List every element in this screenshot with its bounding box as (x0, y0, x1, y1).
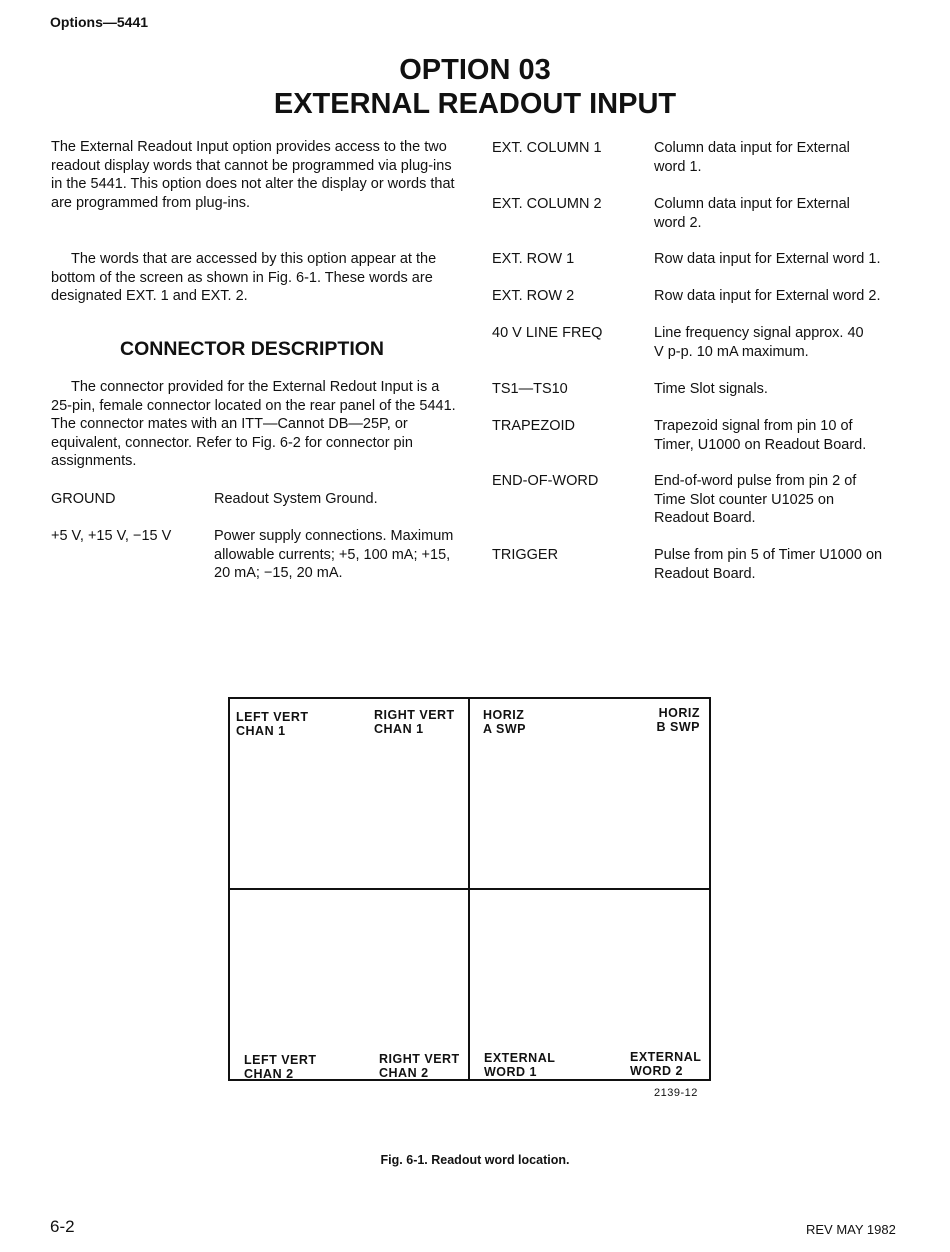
figure-id: 2139-12 (654, 1087, 698, 1099)
pin-desc-trigger: Pulse from pin 5 of Timer U1000 on Readout Board. (654, 547, 883, 582)
word-line: CHAN 1 (374, 722, 424, 736)
word-line: CHAN 2 (244, 1067, 294, 1081)
pin-label-ext-row-2: EXT. ROW 2 (492, 288, 575, 304)
screen-horizontal-divider (228, 888, 711, 890)
words-paragraph (51, 250, 461, 306)
word-line: CHAN 1 (236, 724, 286, 738)
page-title-line1: OPTION 03 (399, 54, 551, 86)
word-line: HORIZ (483, 708, 525, 722)
pin-desc-power: Power supply connections. Maximum allowable currents; +5, 100 mA; +15, 20 mA; −15, 20 mA. (214, 528, 454, 582)
pin-label-trapezoid: TRAPEZOID (492, 418, 575, 434)
running-head: Options—5441 (50, 14, 149, 30)
pin-desc-trapezoid: Trapezoid signal from pin 10 of Timer, U1000 on Readout Board. (654, 418, 867, 453)
pin-desc-time-slots: Time Slot signals. (654, 381, 768, 397)
word-line: RIGHT VERT (379, 1052, 460, 1066)
word-left-vert-chan-1 (236, 710, 309, 738)
pin-desc-ext-column-2: Column data input for External word 2. (654, 196, 850, 231)
pin-desc-ext-row-2: Row data input for External word 2. (654, 288, 881, 304)
pin-label-trigger: TRIGGER (492, 547, 559, 563)
word-line: B SWP (656, 720, 700, 734)
word-line: WORD 2 (630, 1064, 683, 1078)
word-right-vert-chan-2 (379, 1052, 460, 1080)
pin-label-line-freq: 40 V LINE FREQ (492, 325, 603, 341)
intro-paragraph: The External Readout Input option provides access to the two readout display words that cannot be programmed via plug-ins in the 5441. This option does not alter the display or words that are programmed from plug-ins. (51, 139, 455, 211)
pin-label-time-slots: TS1—TS10 (492, 381, 568, 397)
figure-caption: Fig. 6-1. Readout word location. (380, 1153, 570, 1167)
page-title-line2: EXTERNAL READOUT INPUT (273, 88, 677, 120)
revision-date: REV MAY 1982 (806, 1222, 896, 1237)
connector-paragraph (51, 378, 461, 471)
word-line: RIGHT VERT (374, 708, 455, 722)
word-right-vert-chan-1 (374, 708, 455, 736)
word-horiz-a-swp (483, 708, 526, 736)
word-external-word-1 (484, 1051, 555, 1079)
word-horiz-b-swp (600, 706, 700, 734)
word-external-word-2 (630, 1050, 701, 1078)
pin-desc-ext-column-1: Column data input for External word 1. (654, 140, 850, 175)
pin-label-ext-column-1: EXT. COLUMN 1 (492, 140, 602, 156)
word-line: HORIZ (658, 706, 700, 720)
pin-desc-line-freq: Line frequency signal approx. 40 V p-p. 10 mA maximum. (654, 325, 864, 360)
words-paragraph-text: The words that are accessed by this option appear at the bottom of the screen as shown in Fig. 6-1. These words are designated EXT. 1 and EXT. 2. (51, 251, 437, 305)
pin-desc-ground: Readout System Ground. (214, 491, 378, 507)
word-line: EXTERNAL (484, 1051, 556, 1065)
pin-desc-ext-row-1: Row data input for External word 1. (654, 251, 881, 267)
word-line: EXTERNAL (630, 1050, 702, 1064)
word-left-vert-chan-2 (244, 1053, 317, 1081)
connector-description-heading: CONNECTOR DESCRIPTION (120, 338, 384, 360)
word-line: A SWP (483, 722, 527, 736)
pin-desc-end-of-word: End-of-word pulse from pin 2 of Time Slot counter U1025 on Readout Board. (654, 473, 857, 527)
pin-label-end-of-word: END-OF-WORD (492, 473, 599, 489)
pin-label-ext-column-2: EXT. COLUMN 2 (492, 196, 602, 212)
pin-label-ext-row-1: EXT. ROW 1 (492, 251, 575, 267)
connector-paragraph-text: The connector provided for the External Redout Input is a 25-pin, female connector located on the rear panel of the 5441. The connector mates with an ITT—Cannot DB—25P, or equivalent, connector. Refer to Fig. 6-2 for connector pin assignments. (51, 379, 456, 470)
word-line: LEFT VERT (236, 710, 309, 724)
word-line: WORD 1 (484, 1065, 537, 1079)
word-line: LEFT VERT (244, 1053, 317, 1067)
word-line: CHAN 2 (379, 1066, 429, 1080)
page-number: 6-2 (50, 1217, 75, 1236)
pin-label-ground: GROUND (51, 491, 116, 507)
pin-label-power: +5 V, +15 V, −15 V (51, 528, 172, 544)
